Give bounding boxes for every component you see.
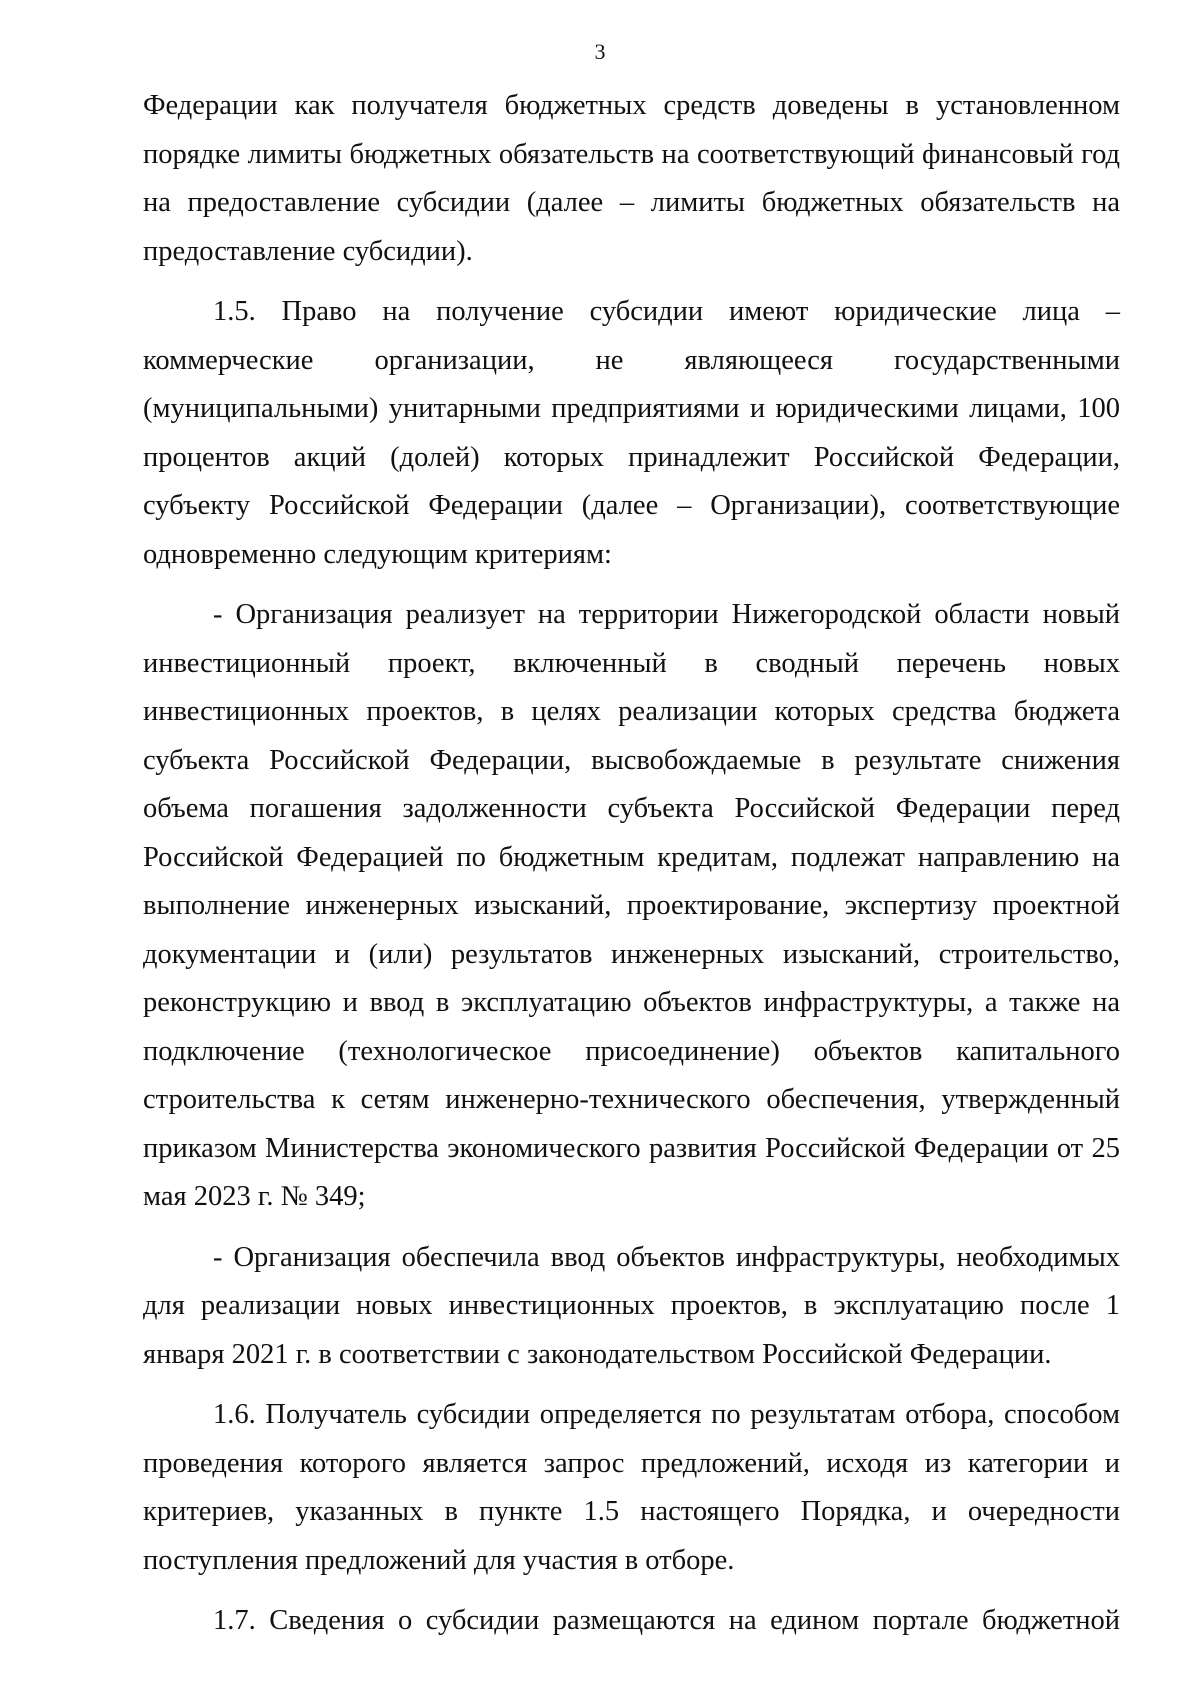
paragraph-1-7-subsidy-info: 1.7. Сведения о субсидии размещаются на едином портале бюджетной bbox=[213, 1605, 1120, 1636]
document-body bbox=[143, 82, 1120, 1658]
paragraph-criterion-investment-project: - Организация реализует на территории Нижегородской области новый инвестиционный проект, включенный в сводный перечень новых инвестиционных проектов, в целях реализации которых средства бюджета субъекта Российской Федерации, высвобождаемые в результате снижения объема погашения задолженности субъекта Российской Федерации перед Российской Федерацией по бюджетным кредитам, подлежат направлению на выполнение инженерных изысканий, проектирование, экспертизу проектной документации и (или) результатов инженерных изысканий, строительство, реконструкцию и ввод в эксплуатацию объектов инфраструктуры, а также на подключение (технологическое присоединение) объектов капитального строительства к сетям инженерно-технического обеспечения, утвержденный приказом Министерства экономического развития Российской Федерации от 25 мая 2023 г. № 349; bbox=[143, 599, 1120, 1212]
page-number: 3 bbox=[594, 39, 606, 64]
paragraph-1-5-eligibility: 1.5. Право на получение субсидии имеют юридические лица – коммерческие организации, не являющееся государственными (муниципальными) унитарными предприятиями и юридическими лицами, 100 процентов акций (долей) которых принадлежит Российской Федерации, субъекту Российской Федерации (далее – Организации), соответствующие одновременно следующим критериям: bbox=[143, 296, 1120, 570]
paragraph-criterion-infrastructure-commissioning: - Организация обеспечила ввод объектов инфраструктуры, необходимых для реализации новых инвестиционных проектов, в эксплуатацию после 1 января 2021 г. в соответствии с законодательством Российской Федерации. bbox=[143, 1241, 1120, 1370]
paragraph-limits-continuation: Федерации как получателя бюджетных средств доведены в установленном порядке лимиты бюджетных обязательств на соответствующий финансовый год на предоставление субсидии (далее – лимиты бюджетных обязательств на предоставление субсидии). bbox=[143, 90, 1120, 267]
paragraph-1-6-selection: 1.6. Получатель субсидии определяется по результатам отбора, способом проведения которого является запрос предложений, исходя из категории и критериев, указанных в пункте 1.5 настоящего Порядка, и очередности поступления предложений для участия в отборе. bbox=[143, 1399, 1120, 1576]
